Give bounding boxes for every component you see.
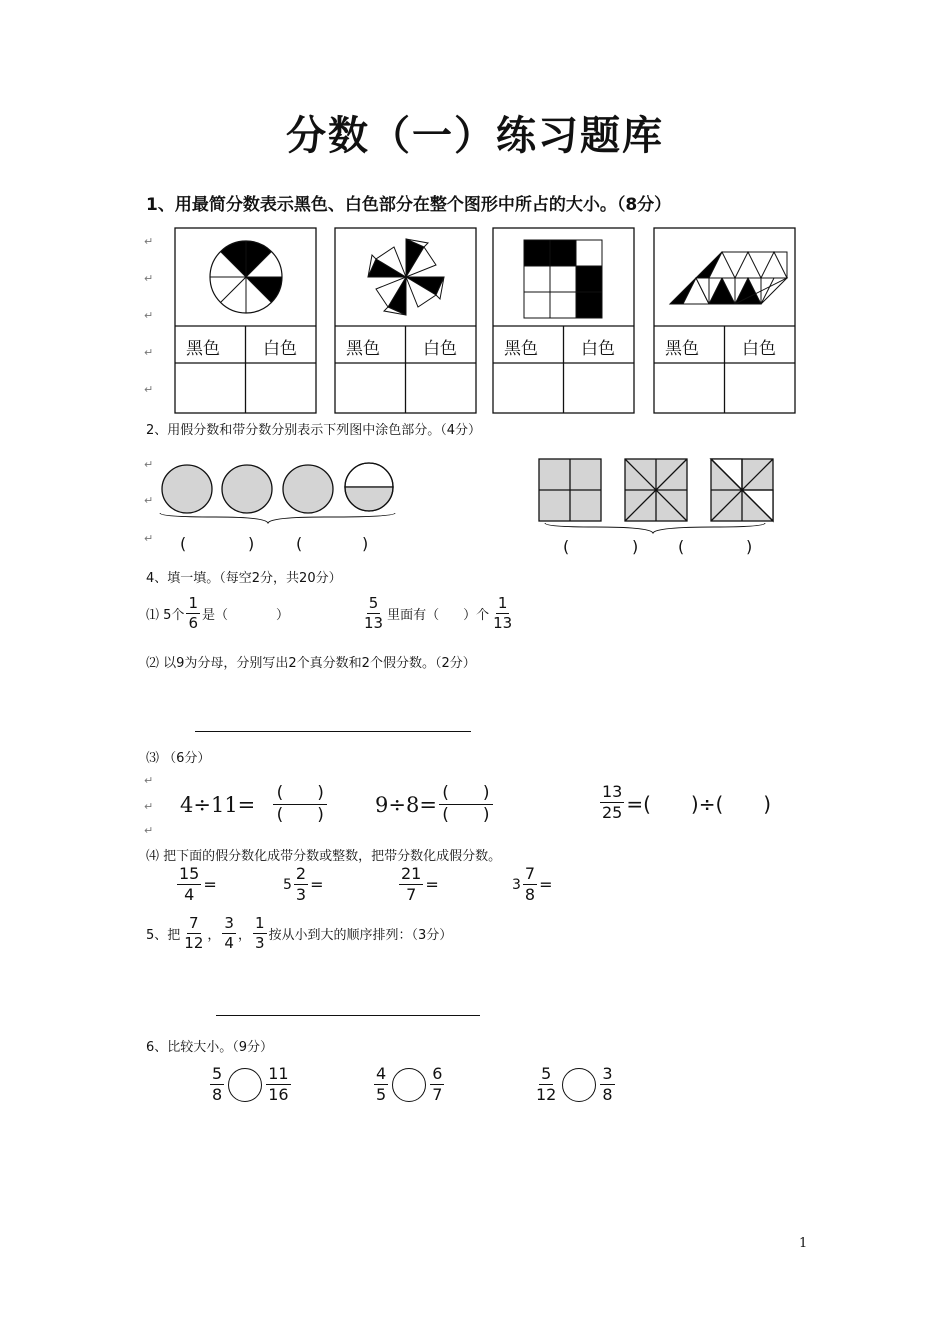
question-2-figures	[155, 455, 795, 535]
numerator: 7	[189, 914, 199, 932]
paren-open: (	[296, 534, 303, 553]
circle-sectors-figure	[210, 241, 282, 313]
convert-item-2	[283, 866, 324, 903]
page-title: 分数（一）练习题库	[286, 113, 664, 159]
black-label: 黑色	[346, 339, 380, 359]
paren-close: )	[362, 534, 369, 553]
blank-fraction	[439, 785, 493, 824]
text: ）	[276, 608, 290, 623]
numerator: 13	[602, 782, 623, 801]
numerator: 4	[376, 1064, 387, 1083]
numerator: 3	[224, 914, 234, 932]
compare-pair-1	[208, 1066, 293, 1103]
numerator: 6	[432, 1064, 443, 1083]
equals: =	[203, 875, 217, 894]
text: 按从小到大的顺序排列：（3分）	[268, 928, 453, 943]
numerator: 11	[268, 1064, 289, 1083]
division-b	[375, 785, 495, 824]
paren-close: )	[248, 534, 255, 553]
fraction-to-division	[598, 784, 771, 821]
return-mark: ↵	[144, 235, 154, 248]
return-mark: ↵	[144, 494, 154, 507]
return-mark: ↵	[144, 532, 154, 545]
fraction	[600, 1066, 614, 1103]
numerator: 5	[541, 1064, 552, 1083]
black-label: 黑色	[665, 339, 699, 359]
compare-pair-2	[372, 1066, 446, 1103]
convert-item-1	[175, 866, 217, 903]
return-mark: ↵	[144, 309, 154, 322]
compare-circle[interactable]	[228, 1068, 262, 1102]
white-label: 白色	[742, 339, 776, 359]
question-1-prompt: 1、用最简分数表示黑色、白色部分在整个图形中所占的大小。（8分）	[146, 195, 672, 215]
denominator: 7	[432, 1085, 443, 1104]
text: 里面有（	[387, 608, 440, 623]
paren-open: (	[563, 537, 570, 556]
expression: 9÷8=	[375, 792, 437, 817]
fraction	[399, 866, 423, 903]
paren-open: (	[678, 537, 685, 556]
denominator: 3	[254, 934, 265, 952]
compare-pair-3	[532, 1066, 617, 1103]
white-label: 白色	[581, 339, 615, 359]
numerator: 1	[188, 594, 198, 612]
numerator: 21	[401, 864, 422, 883]
numerator: 3	[602, 1064, 613, 1083]
equals: =	[425, 875, 439, 894]
fraction	[177, 866, 201, 903]
question-4-part-1b	[360, 596, 516, 631]
question-4-part-2: ⑵ 以9为分母，分别写出2个真分数和2个假分数。（2分）	[146, 656, 476, 671]
fraction	[362, 596, 385, 631]
text: 5个	[163, 608, 185, 623]
denominator-blank: ( )	[276, 805, 324, 825]
convert-item-4	[512, 866, 553, 903]
denominator: 12	[184, 934, 204, 952]
fraction	[210, 1066, 224, 1103]
paren-open: (	[180, 534, 187, 553]
division-a	[180, 785, 329, 824]
denominator: 7	[406, 885, 417, 904]
numerator: 5	[212, 1064, 223, 1083]
denominator: 4	[224, 934, 234, 952]
equals: =	[310, 875, 324, 894]
text: 是（	[201, 608, 228, 623]
expression: 4÷11=	[180, 792, 256, 817]
question-4-part-3: ⑶ （6分）	[146, 751, 211, 766]
text: ）个	[463, 608, 490, 623]
white-label: 白色	[263, 339, 297, 359]
page-number: 1	[799, 1236, 808, 1251]
text: 5、把	[146, 928, 181, 943]
numerator: 7	[524, 864, 536, 883]
denominator: 3	[295, 885, 307, 904]
equals: =	[539, 875, 553, 894]
fraction	[266, 1066, 290, 1103]
question-5-prompt	[146, 916, 452, 951]
numerator-blank: ( )	[273, 785, 327, 805]
return-mark: ↵	[144, 824, 154, 837]
fraction	[430, 1066, 444, 1103]
question-6-prompt: 6、比较大小。（9分）	[146, 1040, 274, 1055]
black-label: 黑色	[504, 339, 538, 359]
separator: ，	[237, 928, 251, 943]
return-mark: ↵	[144, 774, 154, 787]
question-4-prompt: 4、填一填。（每空2分，共20分）	[146, 571, 342, 586]
return-mark: ↵	[144, 458, 154, 471]
separator: ，	[207, 928, 221, 943]
denominator: 12	[536, 1085, 557, 1104]
denominator: 25	[602, 803, 623, 822]
numerator: 2	[295, 864, 307, 883]
denominator: 13	[364, 614, 384, 632]
convert-item-3	[397, 866, 439, 903]
denominator: 4	[184, 885, 195, 904]
expression: =( )÷( )	[626, 792, 772, 816]
denominator: 13	[493, 614, 513, 632]
white-label: 白色	[423, 339, 457, 359]
fraction	[294, 866, 308, 903]
fraction	[374, 1066, 388, 1103]
denominator: 6	[188, 614, 198, 632]
question-2-prompt: 2、用假分数和带分数分别表示下列图中涂色部分。（4分）	[146, 423, 482, 438]
numerator-blank: ( )	[439, 785, 493, 805]
fraction	[182, 916, 205, 951]
return-mark: ↵	[144, 272, 154, 285]
return-mark: ↵	[144, 800, 154, 813]
fraction	[186, 596, 200, 631]
denominator: 8	[602, 1085, 613, 1104]
question-1-figures	[170, 226, 800, 416]
fraction	[523, 866, 537, 903]
pinwheel-figure	[368, 239, 444, 315]
whole: 5	[283, 876, 292, 893]
answer-line	[216, 1015, 480, 1016]
compare-circle[interactable]	[562, 1068, 596, 1102]
part-label: ⑴	[146, 608, 160, 623]
question-4-part-4: ⑷ 把下面的假分数化成带分数或整数，把带分数化成假分数。	[146, 849, 502, 864]
question-4-part-1a	[146, 596, 289, 631]
return-mark: ↵	[144, 383, 154, 396]
denominator-blank: ( )	[442, 805, 490, 825]
compare-circle[interactable]	[392, 1068, 426, 1102]
black-label: 黑色	[186, 339, 220, 359]
denominator: 8	[524, 885, 536, 904]
fraction	[222, 916, 236, 951]
denominator: 16	[268, 1085, 289, 1104]
denominator: 8	[212, 1085, 223, 1104]
fraction	[253, 916, 267, 951]
paren-close: )	[746, 537, 753, 556]
grid-figure	[524, 240, 602, 318]
numerator: 5	[368, 594, 379, 612]
fraction	[600, 784, 624, 821]
numerator: 15	[179, 864, 200, 883]
numerator: 1	[254, 914, 265, 932]
whole: 3	[512, 876, 521, 893]
fraction	[534, 1066, 558, 1103]
blank-fraction	[273, 785, 327, 824]
fraction	[491, 596, 514, 631]
numerator: 1	[497, 594, 508, 612]
return-mark: ↵	[144, 346, 154, 359]
paren-close: )	[632, 537, 639, 556]
triangle-strip-figure	[670, 252, 787, 304]
answer-line	[195, 731, 471, 732]
denominator: 5	[376, 1085, 387, 1104]
